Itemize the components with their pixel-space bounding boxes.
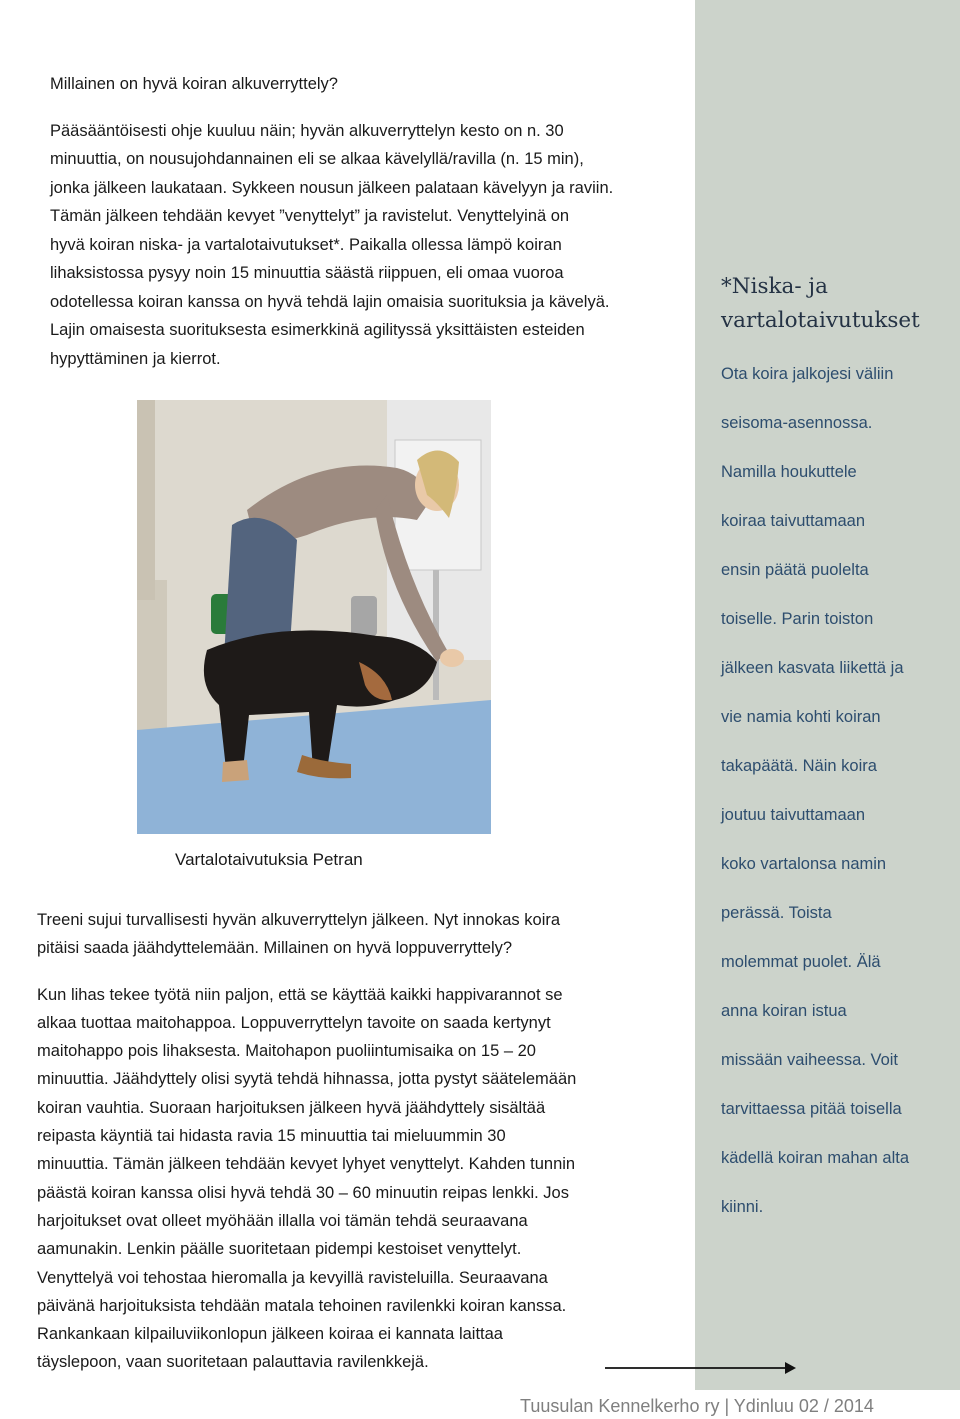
intro-line: odotellessa koiran kanssa on hyvä tehdä lajin omaisia suorituksia ja kävelyä. [50, 292, 610, 311]
cooldown-line: päivänä harjoituksista tehdään matala tehoinen ravilenkki koiran kanssa. [37, 1296, 567, 1315]
cooldown-line: reipasta käyntiä tai hidasta ravia 15 minuuttia tai mieluummin 30 [37, 1127, 506, 1146]
footer-publication: Tuusulan Kennelkerho ry | Ydinluu 02 / 2014 [520, 1396, 874, 1416]
sidebar-line: kädellä koiran mahan alta [721, 1149, 910, 1167]
cooldown-line: Rankankaan kilpailuviikonlopun jälkeen koiraa ei kannata laittaa [37, 1325, 503, 1344]
sidebar-line: joutuu taivuttamaan [721, 806, 866, 824]
cooldown-line: alkaa tuottaa maitohappoa. Loppuverryttelyn tavoite on saada kertynyt [37, 1013, 551, 1032]
intro-heading: Millainen on hyvä koiran alkuverryttely? [50, 75, 338, 93]
sidebar-line: seisoma-asennossa. [721, 414, 873, 432]
sidebar-line: vie namia kohti koiran [721, 708, 881, 726]
cooldown-line: minuuttia. Tämän jälkeen tehdään kevyet lyhyet venyttelyt. Kahden tunnin [37, 1155, 576, 1174]
sidebar-line: ensin päätä puolelta [721, 561, 869, 579]
photo-caption: Vartalotaivutuksia Petran [175, 850, 363, 869]
cooldown-line: koiran vauhtia. Suoraan harjoituksen jälkeen hyvä jäähdyttely sisältää [37, 1098, 546, 1117]
sidebar-line: anna koiran istua [721, 1002, 847, 1020]
sidebar-line: toiselle. Parin toiston [721, 610, 874, 628]
intro-line: Tämän jälkeen tehdään kevyet ”venyttelyt” ja ravistelut. Venyttelyinä on [50, 207, 570, 225]
cooldown-line: aamunakin. Lenkin päälle suoritetaan pidempi kestoiset venyttelyt. [37, 1240, 522, 1259]
cooldown-line: Kun lihas tekee työtä niin paljon, että se käyttää kaikki happivarannot se [37, 985, 563, 1004]
intro-line: hypyttäminen ja kierrot. [50, 349, 221, 368]
cooldown-line: Treeni sujui turvallisesti hyvän alkuverryttelyn jälkeen. Nyt innokas koira [37, 911, 561, 929]
sidebar-line: missään vaiheessa. Voit [721, 1051, 899, 1069]
sidebar-panel [695, 0, 960, 1390]
sidebar-line: perässä. Toista [721, 904, 832, 922]
sidebar-line: takapäätä. Näin koira [721, 757, 877, 775]
cooldown-line: maitohappo pois lihaksesta. Maitohapon puoliintumisaika on 15 – 20 [37, 1042, 536, 1061]
dog-stretching-photo [137, 400, 491, 834]
cooldown-line: päästä koiran kanssa olisi hyvä tehdä 30 – 60 minuutin reipas lenkki. Jos [37, 1183, 569, 1202]
sidebar-title [721, 270, 951, 338]
intro-line: hyvä koiran niska- ja vartalotaivutukset*. Paikalla ollessa lämpö koiran [50, 235, 562, 254]
cooldown-line: Venyttelyä voi tehostaa hieromalla ja kevyillä ravisteluilla. Seuraavana [37, 1268, 548, 1287]
sidebar-title-line: *Niska- ja [721, 274, 828, 299]
sidebar-line: koko vartalonsa namin [721, 855, 887, 873]
cooldown-line: pitäisi saada jäähdyttelemään. Millainen on hyvä loppuverryttely? [37, 939, 513, 958]
sidebar-line: jälkeen kasvata liikettä ja [721, 659, 904, 677]
sidebar-line: kiinni. [721, 1198, 764, 1216]
cooldown-line: täyslepoon, vaan suoritetaan palauttavia ravilenkkejä. [37, 1353, 429, 1372]
intro-line: Pääsääntöisesti ohje kuuluu näin; hyvän alkuverryttelyn kesto on n. 30 [50, 121, 564, 140]
sidebar-line: koiraa taivuttamaan [721, 512, 865, 530]
intro-line: lihaksistossa pysyy noin 15 minuuttia säästä riippuen, eli omaa vuoroa [50, 264, 564, 282]
arrow-right-icon [605, 1358, 797, 1383]
sidebar-line: tarvittaessa pitää toisella [721, 1100, 902, 1118]
sidebar-line: Namilla houkuttele [721, 463, 857, 481]
cooldown-line: harjoitukset ovat olleet myöhään illalla voi tämän tehdä seuraavana [37, 1211, 528, 1230]
intro-line: jonka jälkeen laukataan. Sykkeen nousun jälkeen palataan kävelyyn ja raviin. [50, 178, 614, 197]
intro-line: Lajin omaisesta suorituksesta esimerkkinä agilityssä yksittäisten esteiden [50, 321, 585, 339]
intro-section [50, 70, 660, 373]
intro-line: minuuttia, on nousujohdannainen eli se alkaa kävelyllä/ravilla (n. 15 min), [50, 150, 584, 168]
sidebar-line: molemmat puolet. Älä [721, 953, 881, 971]
sidebar-title-line: vartalotaivutukset [721, 308, 920, 333]
sidebar-instructions [721, 359, 956, 1241]
cooldown-line: minuuttia. Jäähdyttely olisi syytä tehdä hihnassa, jotta pystyt säätelemään [37, 1070, 577, 1089]
sidebar-line: Ota koira jalkojesi väliin [721, 365, 894, 383]
cooldown-section [37, 906, 657, 1377]
